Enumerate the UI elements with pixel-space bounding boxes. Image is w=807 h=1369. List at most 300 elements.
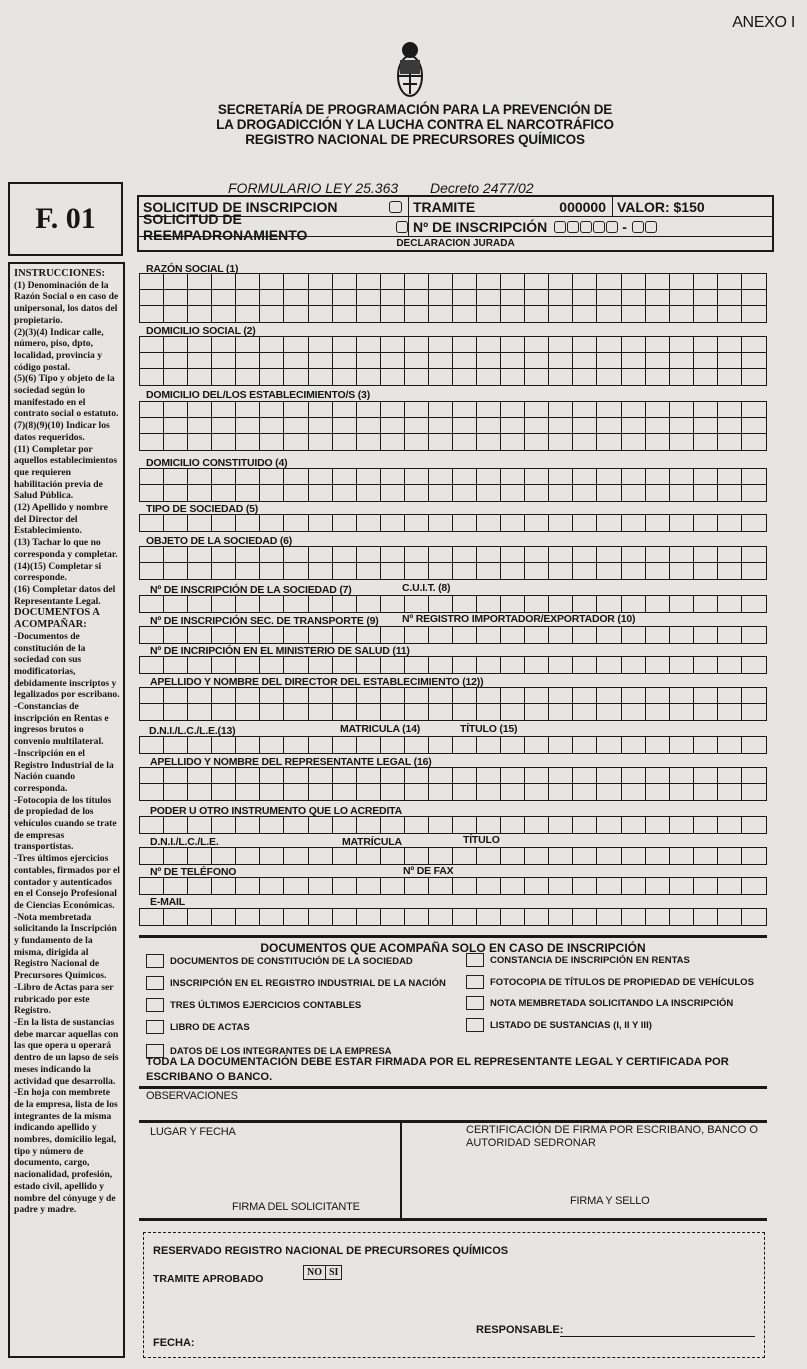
char-cell[interactable] [405, 768, 429, 784]
char-cell[interactable] [284, 369, 308, 385]
char-cell[interactable] [260, 704, 284, 720]
char-cell[interactable] [742, 627, 766, 643]
char-cell[interactable] [718, 418, 742, 434]
char-cell[interactable] [164, 737, 188, 753]
char-cell[interactable] [140, 306, 164, 322]
char-cell[interactable] [405, 688, 429, 704]
char-cell[interactable] [477, 337, 501, 353]
char-cell[interactable] [357, 337, 381, 353]
char-cell[interactable] [646, 737, 670, 753]
char-cell[interactable] [212, 563, 236, 579]
char-cell[interactable] [333, 434, 357, 450]
char-cell[interactable] [429, 274, 453, 290]
char-cell[interactable] [453, 290, 477, 306]
char-cell[interactable] [622, 768, 646, 784]
char-cell[interactable] [212, 469, 236, 485]
char-cell[interactable] [236, 627, 260, 643]
char-cell[interactable] [501, 768, 525, 784]
approval-si[interactable]: SI [325, 1266, 341, 1279]
char-cell[interactable] [260, 469, 284, 485]
char-cell[interactable] [549, 909, 573, 925]
char-cell[interactable] [284, 418, 308, 434]
char-cell[interactable] [260, 290, 284, 306]
director-grid[interactable] [139, 687, 767, 721]
char-cell[interactable] [453, 353, 477, 369]
char-cell[interactable] [236, 469, 260, 485]
char-cell[interactable] [140, 563, 164, 579]
char-cell[interactable] [525, 848, 549, 864]
char-cell[interactable] [549, 737, 573, 753]
char-cell[interactable] [357, 353, 381, 369]
char-cell[interactable] [381, 469, 405, 485]
char-cell[interactable] [140, 817, 164, 833]
char-cell[interactable] [188, 306, 212, 322]
char-cell[interactable] [646, 485, 670, 501]
char-cell[interactable] [188, 418, 212, 434]
char-cell[interactable] [573, 817, 597, 833]
inscripcion-digit-box[interactable] [606, 221, 618, 233]
char-cell[interactable] [501, 274, 525, 290]
char-cell[interactable] [357, 563, 381, 579]
char-cell[interactable] [501, 369, 525, 385]
char-cell[interactable] [597, 434, 621, 450]
char-cell[interactable] [236, 547, 260, 563]
char-cell[interactable] [405, 290, 429, 306]
char-cell[interactable] [646, 657, 670, 673]
char-cell[interactable] [453, 878, 477, 894]
char-cell[interactable] [212, 596, 236, 612]
char-cell[interactable] [718, 848, 742, 864]
char-cell[interactable] [236, 353, 260, 369]
char-cell[interactable] [212, 784, 236, 800]
char-cell[interactable] [140, 909, 164, 925]
char-cell[interactable] [381, 817, 405, 833]
char-cell[interactable] [284, 402, 308, 418]
char-cell[interactable] [405, 306, 429, 322]
char-cell[interactable] [236, 784, 260, 800]
char-cell[interactable] [188, 337, 212, 353]
char-cell[interactable] [573, 627, 597, 643]
char-cell[interactable] [212, 402, 236, 418]
char-cell[interactable] [477, 290, 501, 306]
char-cell[interactable] [718, 737, 742, 753]
char-cell[interactable] [477, 878, 501, 894]
char-cell[interactable] [333, 704, 357, 720]
char-cell[interactable] [477, 402, 501, 418]
char-cell[interactable] [333, 737, 357, 753]
responsable-field[interactable] [560, 1336, 755, 1337]
char-cell[interactable] [284, 469, 308, 485]
char-cell[interactable] [622, 306, 646, 322]
char-cell[interactable] [622, 434, 646, 450]
domicilio-constituido-grid[interactable] [139, 468, 767, 502]
char-cell[interactable] [694, 353, 718, 369]
char-cell[interactable] [140, 768, 164, 784]
char-cell[interactable] [188, 274, 212, 290]
char-cell[interactable] [694, 485, 718, 501]
char-cell[interactable] [597, 402, 621, 418]
tipo-sociedad-grid[interactable] [139, 514, 767, 532]
char-cell[interactable] [260, 596, 284, 612]
char-cell[interactable] [525, 596, 549, 612]
observaciones-field[interactable] [139, 1104, 767, 1118]
char-cell[interactable] [333, 784, 357, 800]
char-cell[interactable] [212, 353, 236, 369]
char-cell[interactable] [236, 337, 260, 353]
char-cell[interactable] [381, 688, 405, 704]
char-cell[interactable] [260, 768, 284, 784]
char-cell[interactable] [140, 402, 164, 418]
char-cell[interactable] [357, 469, 381, 485]
char-cell[interactable] [573, 768, 597, 784]
char-cell[interactable] [477, 768, 501, 784]
char-cell[interactable] [140, 704, 164, 720]
char-cell[interactable] [188, 737, 212, 753]
char-cell[interactable] [525, 485, 549, 501]
char-cell[interactable] [333, 688, 357, 704]
doc-option[interactable] [146, 954, 413, 968]
char-cell[interactable] [622, 290, 646, 306]
char-cell[interactable] [670, 369, 694, 385]
char-cell[interactable] [405, 848, 429, 864]
char-cell[interactable] [549, 337, 573, 353]
char-cell[interactable] [405, 402, 429, 418]
char-cell[interactable] [357, 418, 381, 434]
char-cell[interactable] [694, 704, 718, 720]
char-cell[interactable] [477, 434, 501, 450]
char-cell[interactable] [333, 909, 357, 925]
char-cell[interactable] [742, 485, 766, 501]
char-cell[interactable] [284, 848, 308, 864]
char-cell[interactable] [405, 337, 429, 353]
char-cell[interactable] [742, 434, 766, 450]
char-cell[interactable] [501, 909, 525, 925]
char-cell[interactable] [164, 848, 188, 864]
char-cell[interactable] [573, 274, 597, 290]
char-cell[interactable] [381, 737, 405, 753]
char-cell[interactable] [718, 547, 742, 563]
char-cell[interactable] [573, 688, 597, 704]
char-cell[interactable] [309, 704, 333, 720]
char-cell[interactable] [164, 434, 188, 450]
char-cell[interactable] [501, 878, 525, 894]
char-cell[interactable] [597, 418, 621, 434]
char-cell[interactable] [309, 848, 333, 864]
char-cell[interactable] [718, 485, 742, 501]
char-cell[interactable] [525, 563, 549, 579]
char-cell[interactable] [236, 306, 260, 322]
char-cell[interactable] [694, 768, 718, 784]
char-cell[interactable] [718, 306, 742, 322]
char-cell[interactable] [477, 369, 501, 385]
char-cell[interactable] [405, 909, 429, 925]
char-cell[interactable] [381, 353, 405, 369]
char-cell[interactable] [309, 909, 333, 925]
char-cell[interactable] [718, 515, 742, 531]
char-cell[interactable] [260, 369, 284, 385]
char-cell[interactable] [597, 768, 621, 784]
inscripcion-salud-grid[interactable] [139, 656, 767, 674]
char-cell[interactable] [597, 627, 621, 643]
doc-option[interactable] [146, 998, 361, 1012]
char-cell[interactable] [140, 784, 164, 800]
char-cell[interactable] [140, 290, 164, 306]
char-cell[interactable] [597, 909, 621, 925]
char-cell[interactable] [188, 909, 212, 925]
char-cell[interactable] [718, 627, 742, 643]
char-cell[interactable] [718, 657, 742, 673]
char-cell[interactable] [164, 515, 188, 531]
char-cell[interactable] [309, 563, 333, 579]
char-cell[interactable] [694, 515, 718, 531]
char-cell[interactable] [164, 290, 188, 306]
char-cell[interactable] [742, 878, 766, 894]
char-cell[interactable] [140, 657, 164, 673]
char-cell[interactable] [357, 290, 381, 306]
char-cell[interactable] [309, 515, 333, 531]
char-cell[interactable] [646, 627, 670, 643]
char-cell[interactable] [309, 547, 333, 563]
char-cell[interactable] [670, 817, 694, 833]
char-cell[interactable] [694, 274, 718, 290]
char-cell[interactable] [405, 274, 429, 290]
char-cell[interactable] [140, 337, 164, 353]
char-cell[interactable] [429, 737, 453, 753]
char-cell[interactable] [164, 657, 188, 673]
char-cell[interactable] [525, 768, 549, 784]
char-cell[interactable] [164, 485, 188, 501]
char-cell[interactable] [742, 784, 766, 800]
char-cell[interactable] [646, 878, 670, 894]
doc-checkbox[interactable] [466, 975, 484, 989]
char-cell[interactable] [140, 434, 164, 450]
char-cell[interactable] [525, 402, 549, 418]
razon-social-grid[interactable] [139, 273, 767, 323]
char-cell[interactable] [236, 434, 260, 450]
char-cell[interactable] [646, 306, 670, 322]
char-cell[interactable] [309, 784, 333, 800]
char-cell[interactable] [405, 596, 429, 612]
char-cell[interactable] [742, 909, 766, 925]
char-cell[interactable] [453, 274, 477, 290]
char-cell[interactable] [646, 369, 670, 385]
char-cell[interactable] [597, 737, 621, 753]
char-cell[interactable] [646, 784, 670, 800]
char-cell[interactable] [429, 596, 453, 612]
char-cell[interactable] [357, 688, 381, 704]
char-cell[interactable] [405, 353, 429, 369]
char-cell[interactable] [501, 547, 525, 563]
char-cell[interactable] [236, 657, 260, 673]
char-cell[interactable] [188, 596, 212, 612]
char-cell[interactable] [212, 337, 236, 353]
char-cell[interactable] [284, 306, 308, 322]
char-cell[interactable] [573, 469, 597, 485]
char-cell[interactable] [501, 515, 525, 531]
char-cell[interactable] [670, 878, 694, 894]
char-cell[interactable] [429, 515, 453, 531]
char-cell[interactable] [477, 274, 501, 290]
char-cell[interactable] [381, 290, 405, 306]
char-cell[interactable] [694, 909, 718, 925]
char-cell[interactable] [140, 485, 164, 501]
char-cell[interactable] [549, 290, 573, 306]
char-cell[interactable] [694, 657, 718, 673]
char-cell[interactable] [284, 563, 308, 579]
char-cell[interactable] [549, 515, 573, 531]
char-cell[interactable] [357, 274, 381, 290]
char-cell[interactable] [453, 402, 477, 418]
char-cell[interactable] [405, 369, 429, 385]
char-cell[interactable] [284, 596, 308, 612]
char-cell[interactable] [477, 469, 501, 485]
char-cell[interactable] [164, 817, 188, 833]
char-cell[interactable] [694, 878, 718, 894]
char-cell[interactable] [549, 688, 573, 704]
char-cell[interactable] [501, 627, 525, 643]
char-cell[interactable] [164, 418, 188, 434]
char-cell[interactable] [718, 563, 742, 579]
telefono-fax-grid[interactable] [139, 877, 767, 895]
char-cell[interactable] [597, 563, 621, 579]
char-cell[interactable] [501, 402, 525, 418]
char-cell[interactable] [212, 768, 236, 784]
char-cell[interactable] [549, 306, 573, 322]
doc-checkbox[interactable] [146, 1020, 164, 1034]
char-cell[interactable] [549, 817, 573, 833]
representante-grid[interactable] [139, 767, 767, 801]
char-cell[interactable] [284, 515, 308, 531]
char-cell[interactable] [357, 515, 381, 531]
char-cell[interactable] [188, 688, 212, 704]
char-cell[interactable] [525, 469, 549, 485]
char-cell[interactable] [718, 369, 742, 385]
char-cell[interactable] [284, 817, 308, 833]
reempadronamiento-checkbox[interactable] [396, 221, 408, 233]
char-cell[interactable] [646, 290, 670, 306]
char-cell[interactable] [309, 306, 333, 322]
char-cell[interactable] [477, 784, 501, 800]
char-cell[interactable] [212, 627, 236, 643]
char-cell[interactable] [164, 768, 188, 784]
char-cell[interactable] [742, 353, 766, 369]
dni-matricula-titulo-grid-2[interactable] [139, 847, 767, 865]
char-cell[interactable] [453, 369, 477, 385]
char-cell[interactable] [284, 737, 308, 753]
char-cell[interactable] [212, 418, 236, 434]
char-cell[interactable] [622, 274, 646, 290]
char-cell[interactable] [453, 469, 477, 485]
char-cell[interactable] [622, 337, 646, 353]
char-cell[interactable] [309, 817, 333, 833]
char-cell[interactable] [284, 878, 308, 894]
char-cell[interactable] [501, 563, 525, 579]
char-cell[interactable] [549, 627, 573, 643]
char-cell[interactable] [429, 290, 453, 306]
char-cell[interactable] [573, 418, 597, 434]
char-cell[interactable] [453, 337, 477, 353]
char-cell[interactable] [670, 306, 694, 322]
doc-checkbox[interactable] [466, 996, 484, 1010]
char-cell[interactable] [188, 515, 212, 531]
char-cell[interactable] [622, 485, 646, 501]
char-cell[interactable] [597, 485, 621, 501]
inscripcion-digit-box[interactable] [554, 221, 566, 233]
char-cell[interactable] [405, 547, 429, 563]
char-cell[interactable] [670, 402, 694, 418]
char-cell[interactable] [236, 402, 260, 418]
char-cell[interactable] [622, 848, 646, 864]
char-cell[interactable] [718, 469, 742, 485]
char-cell[interactable] [694, 627, 718, 643]
char-cell[interactable] [573, 737, 597, 753]
char-cell[interactable] [236, 418, 260, 434]
doc-option[interactable] [466, 996, 733, 1010]
char-cell[interactable] [597, 704, 621, 720]
char-cell[interactable] [597, 337, 621, 353]
char-cell[interactable] [501, 485, 525, 501]
char-cell[interactable] [188, 485, 212, 501]
char-cell[interactable] [670, 848, 694, 864]
char-cell[interactable] [164, 547, 188, 563]
char-cell[interactable] [549, 274, 573, 290]
char-cell[interactable] [694, 434, 718, 450]
char-cell[interactable] [333, 848, 357, 864]
char-cell[interactable] [525, 627, 549, 643]
char-cell[interactable] [549, 485, 573, 501]
char-cell[interactable] [646, 768, 670, 784]
char-cell[interactable] [164, 469, 188, 485]
char-cell[interactable] [525, 434, 549, 450]
char-cell[interactable] [309, 337, 333, 353]
char-cell[interactable] [188, 878, 212, 894]
char-cell[interactable] [212, 878, 236, 894]
char-cell[interactable] [405, 784, 429, 800]
char-cell[interactable] [429, 469, 453, 485]
char-cell[interactable] [525, 515, 549, 531]
char-cell[interactable] [333, 469, 357, 485]
char-cell[interactable] [477, 704, 501, 720]
char-cell[interactable] [357, 627, 381, 643]
char-cell[interactable] [381, 909, 405, 925]
char-cell[interactable] [284, 485, 308, 501]
char-cell[interactable] [622, 704, 646, 720]
char-cell[interactable] [670, 353, 694, 369]
char-cell[interactable] [357, 402, 381, 418]
char-cell[interactable] [405, 817, 429, 833]
char-cell[interactable] [309, 290, 333, 306]
char-cell[interactable] [670, 485, 694, 501]
char-cell[interactable] [212, 515, 236, 531]
char-cell[interactable] [573, 596, 597, 612]
char-cell[interactable] [164, 784, 188, 800]
char-cell[interactable] [597, 878, 621, 894]
char-cell[interactable] [284, 353, 308, 369]
char-cell[interactable] [453, 768, 477, 784]
char-cell[interactable] [573, 369, 597, 385]
doc-option[interactable] [146, 976, 446, 990]
char-cell[interactable] [501, 848, 525, 864]
char-cell[interactable] [742, 515, 766, 531]
char-cell[interactable] [694, 369, 718, 385]
char-cell[interactable] [429, 768, 453, 784]
char-cell[interactable] [309, 353, 333, 369]
char-cell[interactable] [381, 563, 405, 579]
char-cell[interactable] [718, 337, 742, 353]
char-cell[interactable] [670, 688, 694, 704]
char-cell[interactable] [381, 596, 405, 612]
char-cell[interactable] [573, 784, 597, 800]
